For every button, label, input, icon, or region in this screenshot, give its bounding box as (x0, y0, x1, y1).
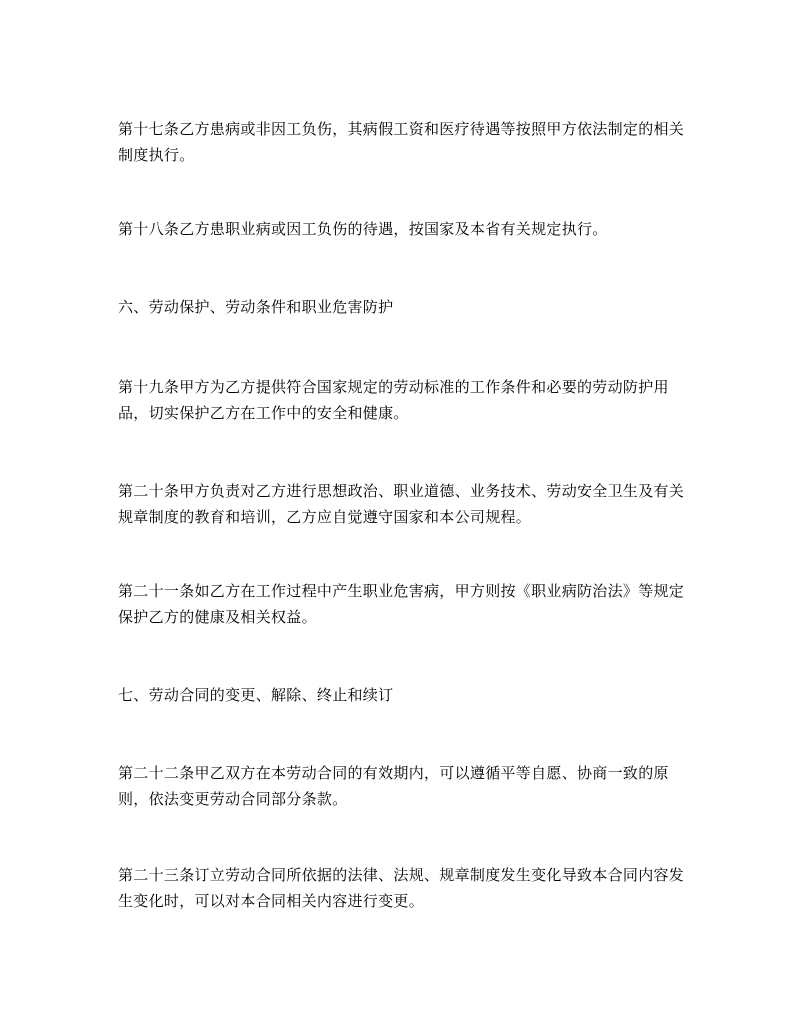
article-23: 第二十三条订立劳动合同所依据的法律、法规、规章制度发生变化导致本合同内容发生变化时，可以对本合同相关内容进行变更。 (118, 866, 685, 910)
article-18: 第十八条乙方患职业病或因工负伤的待遇，按国家及本省有关规定执行。 (118, 220, 608, 238)
article-19: 第十九条甲方为乙方提供符合国家规定的劳动标准的工作条件和必要的劳动防护用品，切实保护乙方在工作中的安全和健康。 (118, 378, 669, 422)
article-20: 第二十条甲方负责对乙方进行思想政治、职业道德、业务技术、劳动安全卫生及有关规章制度的教育和培训，乙方应自觉遵守国家和本公司规程。 (118, 482, 685, 526)
section-heading-7: 七、劳动合同的变更、解除、终止和续订 (118, 686, 394, 704)
section-heading-6: 六、劳动保护、劳动条件和职业危害防护 (118, 298, 394, 316)
article-17: 第十七条乙方患病或非因工负伤，其病假工资和医疗待遇等按照甲方依法制定的相关制度执行。 (118, 120, 685, 164)
article-22: 第二十二条甲乙双方在本劳动合同的有效期内，可以遵循平等自愿、协商一致的原则，依法变更劳动合同部分条款。 (118, 764, 669, 808)
article-21: 第二十一条如乙方在工作过程中产生职业危害病，甲方则按《职业病防治法》等规定保护乙方的健康及相关权益。 (118, 582, 685, 626)
